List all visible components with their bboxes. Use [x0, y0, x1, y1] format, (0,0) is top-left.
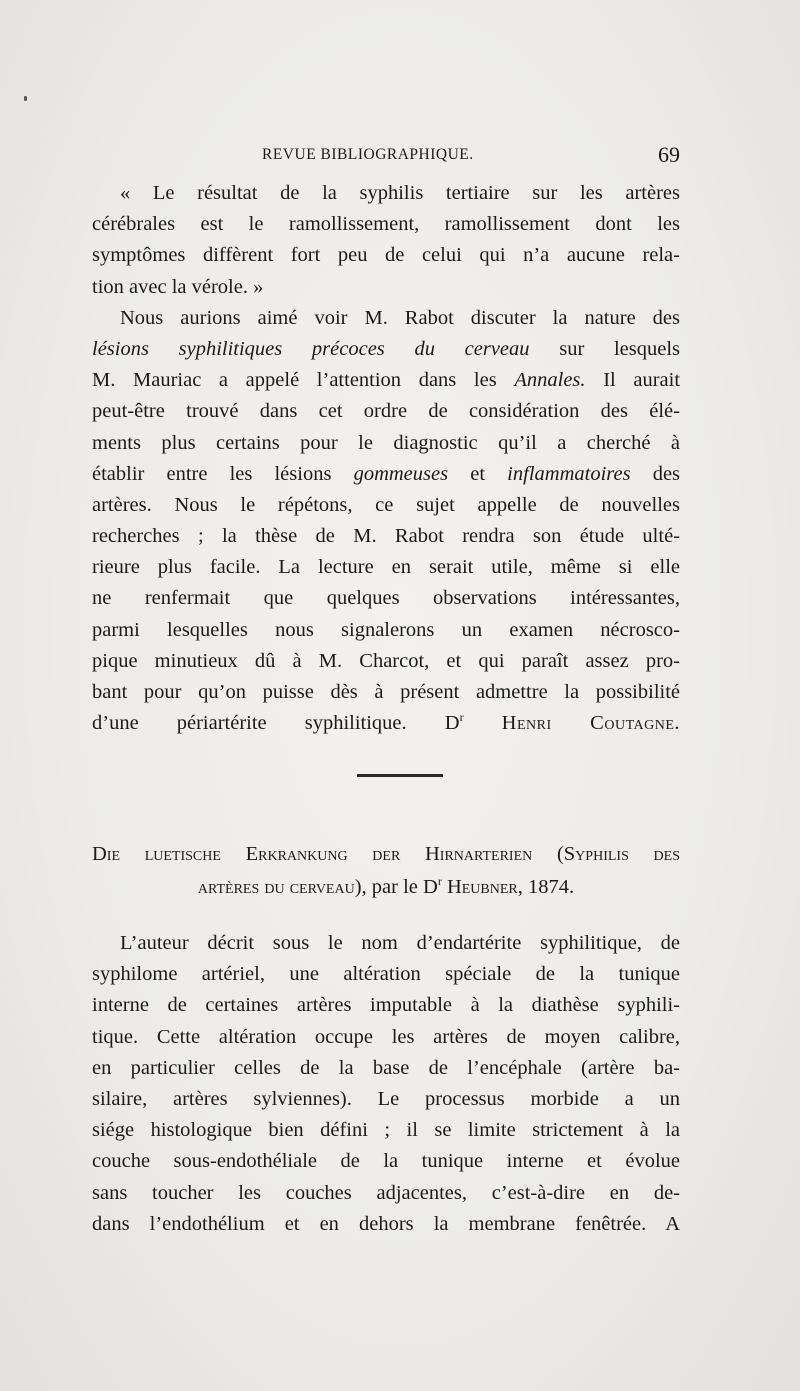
text-fragment: sur lesquels — [559, 337, 680, 360]
doctor-abbrev-sup: r — [437, 874, 442, 889]
text-line: recherches ; la thèse de M. Rabot rendra son étude ulté- — [92, 525, 680, 548]
title-author: Heubner — [446, 876, 518, 898]
text-fragment: M. Mauriac a appelé l’attention dans les — [92, 369, 497, 392]
section-divider — [357, 774, 443, 777]
text-line: tion avec la vérole. » — [92, 275, 264, 298]
text-line: silaire, artères sylviennes). Le processus morbide a un — [92, 1087, 680, 1110]
text-line: interne de certaines artères imputable à la diathèse syphili- — [92, 994, 680, 1017]
text-line: ne renfermait que quelques observations intéressantes, — [92, 587, 680, 610]
text-line: parmi lesquelles nous signalerons un examen nécrosco- — [92, 618, 680, 641]
ink-speck — [24, 96, 27, 101]
text-fragment: et — [470, 462, 486, 485]
doctor-abbrev: D — [444, 712, 460, 735]
text-line — [92, 334, 680, 365]
title-fragment: par le D — [371, 876, 438, 898]
title-line: Die luetische Erkrankung der Hirnarterien (Syphilis des — [92, 843, 680, 865]
text-line: pique minutieux dû à M. Charcot, et qui paraît assez pro- — [92, 649, 680, 672]
text-fragment: d’une périartérite syphilitique. — [92, 712, 407, 735]
text-line: cérébrales est le ramollissement, ramollissement dont les — [92, 213, 680, 236]
text-line: Nous aurions aimé voir M. Rabot discuter la nature des — [120, 306, 680, 329]
text-line: artères. Nous le répétons, ce sujet appelle de nouvelles — [92, 493, 680, 516]
doctor-abbrev-sup: r — [459, 710, 464, 725]
text-line: peut-être trouvé dans cet ordre de considération des élé- — [92, 400, 680, 423]
text-line: rieure plus facile. La lecture en serait utile, même si elle — [92, 556, 680, 579]
title-fragment: artères du cerveau), — [197, 876, 367, 898]
italic-phrase: gommeuses — [353, 462, 449, 485]
text-line: L’auteur décrit sous le nom d’endartérite syphilitique, de — [120, 932, 680, 954]
text-fragment: établir entre les lésions — [92, 462, 332, 485]
section-2-text — [92, 928, 680, 1240]
text-line: bant pour qu’on puisse dès à présent admettre la possibilité — [92, 681, 680, 703]
text-line: symptômes diffèrent fort peu de celui qui n’a aucune rela- — [92, 244, 680, 267]
text-line: tique. Cette altération occupe les artères de moyen calibre, — [92, 1025, 680, 1048]
text-line: en particulier celles de la base de l’encéphale (artère ba- — [92, 1056, 680, 1079]
page-header — [92, 142, 680, 172]
text-line: ments plus certains pour le diagnostic qu’il a cherché à — [92, 431, 680, 454]
text-line: dans l’endothélium et en dehors la membrane fenêtrée. A — [92, 1212, 680, 1235]
text-line: siége histologique bien défini ; il se limite strictement à la — [92, 1119, 680, 1142]
section-1-text — [92, 178, 680, 739]
italic-phrase: inflammatoires — [507, 462, 631, 485]
author-signature — [445, 712, 680, 734]
running-head: REVUE BIBLIOGRAPHIQUE. — [262, 146, 474, 163]
signature-line — [92, 708, 680, 739]
page-number: 69 — [658, 142, 680, 167]
text-fragment: Il aurait — [603, 369, 681, 392]
author-name: Henri Coutagne. — [501, 712, 681, 735]
text-line — [92, 459, 680, 490]
text-line: couche sous-endothéliale de la tunique interne et évolue — [92, 1150, 680, 1173]
italic-phrase: lésions syphilitiques précoces du cerveau — [92, 337, 530, 360]
text-line: « Le résultat de la syphilis tertiaire sur les artères — [120, 182, 680, 204]
text-fragment: des — [652, 462, 681, 485]
text-line: sans toucher les couches adjacentes, c’est-à-dire en de- — [92, 1181, 680, 1204]
article-title — [92, 838, 680, 904]
italic-phrase: Annales. — [514, 369, 586, 392]
title-line — [92, 871, 680, 904]
text-line — [92, 365, 680, 396]
text-line: syphilome artériel, une altération spéciale de la tunique — [92, 963, 680, 986]
title-year: , 1874. — [517, 876, 575, 898]
